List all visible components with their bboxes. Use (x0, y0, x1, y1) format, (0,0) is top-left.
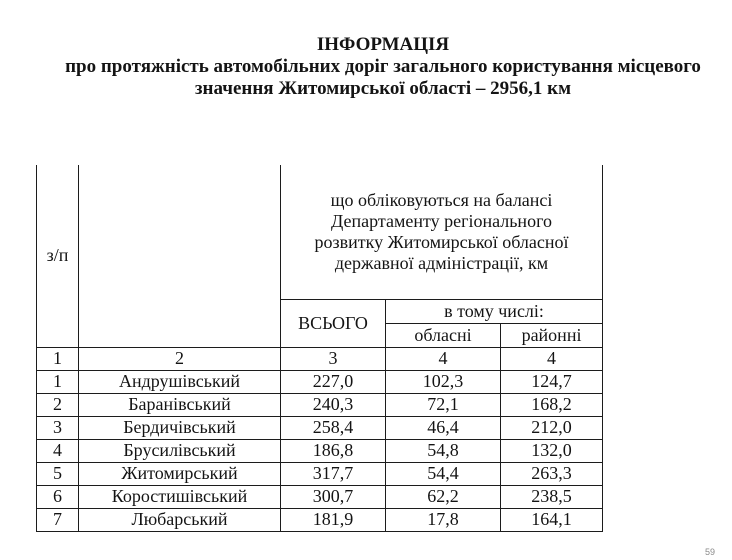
table-row (37, 416, 603, 439)
cell-number: 4 (37, 439, 79, 462)
header-cell-number: з/п (37, 165, 79, 347)
document-title (34, 34, 732, 100)
title-subtitle-line-2: значення Житомирської області – 2956,1 км (194, 78, 572, 99)
cell-local: 124,7 (501, 370, 603, 393)
cell-regional: 54,8 (386, 439, 501, 462)
cell-regional: 72,1 (386, 393, 501, 416)
header-balance-line: Департаменту регіонального (331, 210, 553, 231)
header-balance-line: державної адміністрації, км (334, 252, 549, 273)
cell-total: 186,8 (281, 439, 386, 462)
cell-total: 240,3 (281, 393, 386, 416)
cell-district-name: Житомирський (79, 462, 281, 485)
column-number: 2 (79, 347, 281, 370)
table-row (37, 439, 603, 462)
cell-total: 258,4 (281, 416, 386, 439)
header-row-top (37, 165, 603, 299)
column-number: 4 (501, 347, 603, 370)
cell-district-name: Любарський (79, 508, 281, 531)
header-cell-district (79, 165, 281, 347)
cell-number: 5 (37, 462, 79, 485)
cell-total: 317,7 (281, 462, 386, 485)
cell-regional: 54,4 (386, 462, 501, 485)
cell-regional: 46,4 (386, 416, 501, 439)
cell-regional: 102,3 (386, 370, 501, 393)
column-number: 1 (37, 347, 79, 370)
header-balance-line: розвитку Житомирської обласної (314, 231, 569, 252)
header-cell-local: районні (501, 323, 603, 347)
cell-total: 300,7 (281, 485, 386, 508)
cell-total: 181,9 (281, 508, 386, 531)
cell-regional: 17,8 (386, 508, 501, 531)
cell-total: 227,0 (281, 370, 386, 393)
cell-regional: 62,2 (386, 485, 501, 508)
cell-local: 212,0 (501, 416, 603, 439)
cell-number: 7 (37, 508, 79, 531)
roads-length-table (36, 165, 603, 532)
table-row (37, 393, 603, 416)
cell-district-name: Андрушівський (79, 370, 281, 393)
column-number: 4 (386, 347, 501, 370)
cell-local: 164,1 (501, 508, 603, 531)
title-subtitle-line-1: про протяжність автомобільних доріг загального користування місцевого (65, 56, 701, 77)
cell-number: 2 (37, 393, 79, 416)
cell-number: 3 (37, 416, 79, 439)
column-number: 3 (281, 347, 386, 370)
header-cell-regional: обласні (386, 323, 501, 347)
table-row (37, 370, 603, 393)
page-number: 59 (705, 547, 716, 557)
cell-district-name: Брусилівський (79, 439, 281, 462)
cell-number: 1 (37, 370, 79, 393)
cell-local: 263,3 (501, 462, 603, 485)
header-cell-total: ВСЬОГО (281, 299, 386, 347)
cell-district-name: Баранівський (79, 393, 281, 416)
cell-district-name: Коростишівський (79, 485, 281, 508)
cell-local: 238,5 (501, 485, 603, 508)
cell-local: 168,2 (501, 393, 603, 416)
cell-number: 6 (37, 485, 79, 508)
table-row (37, 508, 603, 531)
title-heading: ІНФОРМАЦІЯ (316, 34, 450, 55)
cell-district-name: Бердичівський (79, 416, 281, 439)
header-cell-balance (281, 165, 603, 299)
cell-local: 132,0 (501, 439, 603, 462)
header-cell-including: в тому числі: (386, 299, 603, 323)
table-row (37, 462, 603, 485)
table-row (37, 485, 603, 508)
header-balance-line: що обліковуються на балансі (330, 189, 553, 210)
column-number-row (37, 347, 603, 370)
